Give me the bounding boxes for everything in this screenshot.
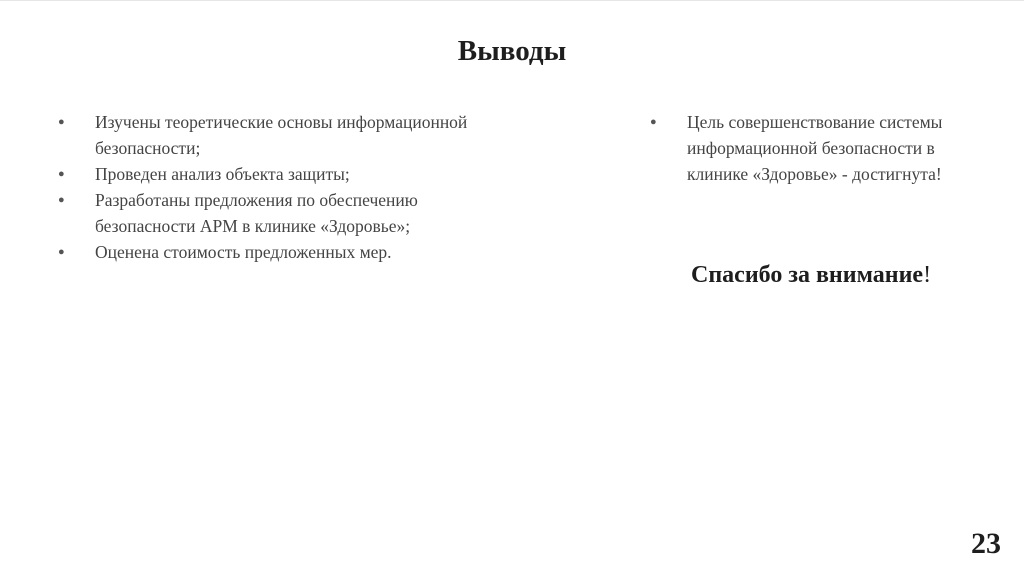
goal-text: Цель совершенствование системы информационной безопасности в клинике «Здоровье» - достигнута! <box>687 112 943 184</box>
conclusions-list <box>56 109 486 265</box>
bullet-icon: ● <box>650 116 657 128</box>
list-item <box>648 109 998 187</box>
list-item <box>56 109 486 161</box>
list-item-text: Изучены теоретические основы информационной безопасности; <box>95 112 468 158</box>
list-item <box>56 239 486 265</box>
goal-list <box>648 109 998 187</box>
bullet-icon: ● <box>58 246 65 258</box>
list-item-text: Проведен анализ объекта защиты; <box>95 164 350 184</box>
list-item-text: Разработаны предложения по обеспечению безопасности АРМ в клинике «Здоровье»; <box>95 190 418 236</box>
list-item <box>56 187 486 239</box>
bullet-icon: ● <box>58 194 65 206</box>
list-item-text: Оценена стоимость предложенных мер. <box>95 242 392 262</box>
thanks-text: Спасибо за внимание <box>691 262 924 288</box>
bullet-icon: ● <box>58 116 65 128</box>
thanks-message <box>691 259 931 291</box>
list-item <box>56 161 486 187</box>
page-number: 23 <box>971 527 1001 560</box>
bullet-icon: ● <box>58 168 65 180</box>
slide-title: Выводы <box>457 35 567 67</box>
thanks-exclamation: ! <box>923 262 932 288</box>
